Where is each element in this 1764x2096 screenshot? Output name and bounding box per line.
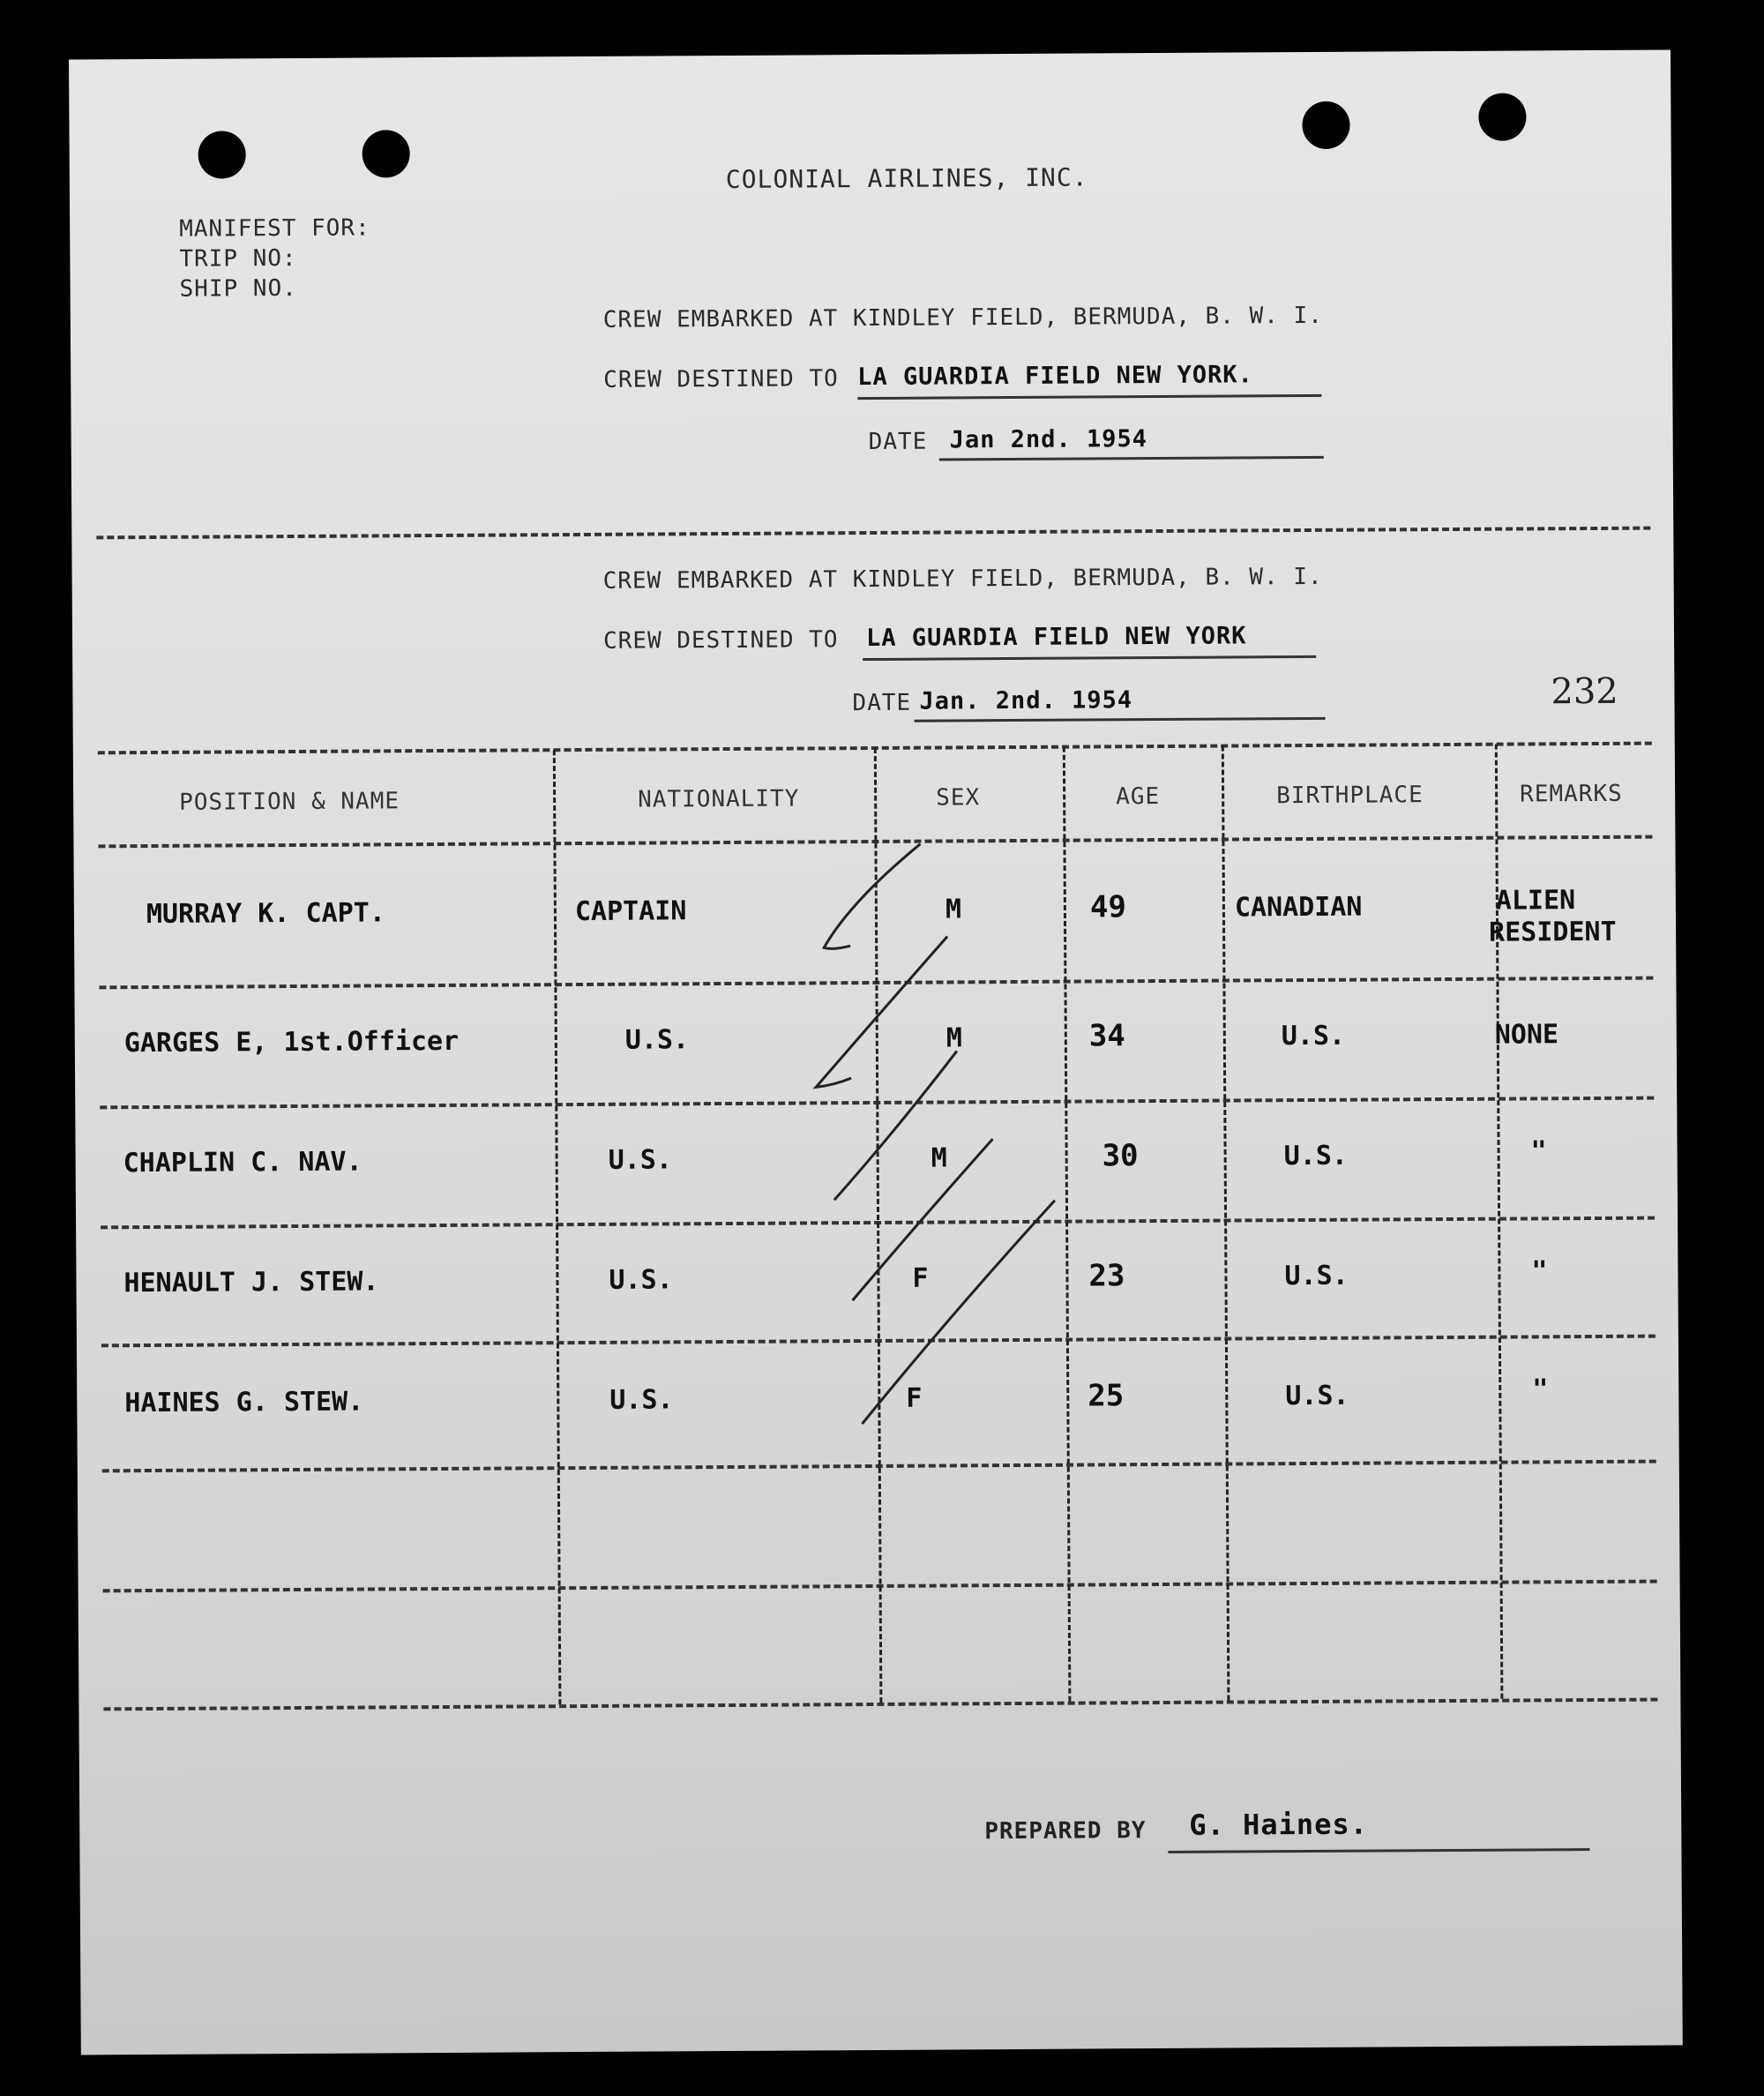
manifest-for-label: MANIFEST FOR: (179, 214, 370, 243)
cell-remarks: " (1530, 1135, 1547, 1167)
cell-birthplace: U.S. (1281, 1020, 1346, 1052)
check-mark (823, 844, 921, 949)
cell-birthplace: U.S. (1285, 1380, 1349, 1412)
cell-age: 30 (1102, 1138, 1139, 1174)
cell-name: GARGES E, 1st.Officer (123, 1025, 460, 1059)
cell-sex: F (912, 1262, 929, 1294)
cell-name: HAINES G. STEW. (124, 1386, 364, 1419)
cell-sex: M (945, 894, 962, 925)
company-name: COLONIAL AIRLINES, INC. (725, 162, 1088, 194)
cell-nationality: U.S. (608, 1144, 673, 1176)
cell-birthplace: CANADIAN (1234, 891, 1363, 924)
cell-name: MURRAY K. CAPT. (146, 897, 385, 931)
date-label: DATE (852, 689, 912, 717)
date-value: Jan 2nd. 1954 (949, 425, 1148, 454)
prepared-by-value: G. Haines. (1189, 1807, 1369, 1842)
page-number: 232 (1551, 670, 1618, 713)
cell-remarks: NONE (1494, 1019, 1559, 1051)
date-value: Jan. 2nd. 1954 (919, 686, 1133, 715)
check-mark (815, 936, 948, 1087)
cell-sex: M (931, 1142, 947, 1174)
crew-embarked-line: CREW EMBARKED AT KINDLEY FIELD, BERMUDA, B. W. I. (602, 302, 1323, 333)
cell-age: 49 (1089, 889, 1126, 925)
cell-nationality: U.S. (609, 1264, 673, 1296)
cell-age: 23 (1088, 1258, 1125, 1294)
cell-birthplace: U.S. (1283, 1140, 1348, 1172)
cell-remarks: " (1531, 1255, 1548, 1287)
header-nationality: NATIONALITY (638, 785, 800, 813)
crew-destined-label: CREW DESTINED TO (602, 626, 839, 655)
check-mark (861, 1201, 1057, 1424)
cell-remarks-line2: RESIDENT (1488, 916, 1617, 948)
cell-age: 25 (1088, 1378, 1125, 1414)
cell-nationality: U.S. (609, 1384, 674, 1416)
crew-embarked-line: CREW EMBARKED AT KINDLEY FIELD, BERMUDA, B. W. I. (602, 563, 1323, 595)
header-remarks: REMARKS (1520, 780, 1623, 808)
cell-nationality: U.S. (624, 1024, 690, 1056)
date-label: DATE (868, 428, 928, 456)
cell-nationality: CAPTAIN (574, 895, 687, 928)
check-marks (69, 49, 1683, 2055)
header-sex: SEX (936, 784, 981, 812)
check-mark (852, 1139, 994, 1300)
manifest-page (69, 49, 1683, 2055)
crew-destined-value: LA GUARDIA FIELD NEW YORK. (857, 361, 1253, 392)
cell-birthplace: U.S. (1284, 1260, 1349, 1292)
cell-name: HENAULT J. STEW. (123, 1266, 379, 1299)
cell-remarks: " (1532, 1374, 1549, 1405)
cell-age: 34 (1088, 1018, 1125, 1054)
trip-no-label: TRIP NO: (179, 244, 297, 273)
prepared-by-label: PREPARED BY (984, 1817, 1147, 1845)
cell-remarks: ALIEN (1495, 885, 1576, 917)
cell-name: CHAPLIN C. NAV. (123, 1146, 363, 1179)
header-birthplace: BIRTHPLACE (1276, 782, 1424, 810)
cell-sex: F (906, 1382, 923, 1414)
header-position-name: POSITION & NAME (179, 788, 400, 816)
header-age: AGE (1116, 783, 1161, 811)
ship-no-label: SHIP NO. (179, 274, 297, 303)
crew-destined-label: CREW DESTINED TO (603, 365, 839, 393)
crew-destined-value: LA GUARDIA FIELD NEW YORK (865, 622, 1247, 653)
check-mark (833, 1051, 958, 1200)
cell-sex: M (946, 1022, 962, 1054)
